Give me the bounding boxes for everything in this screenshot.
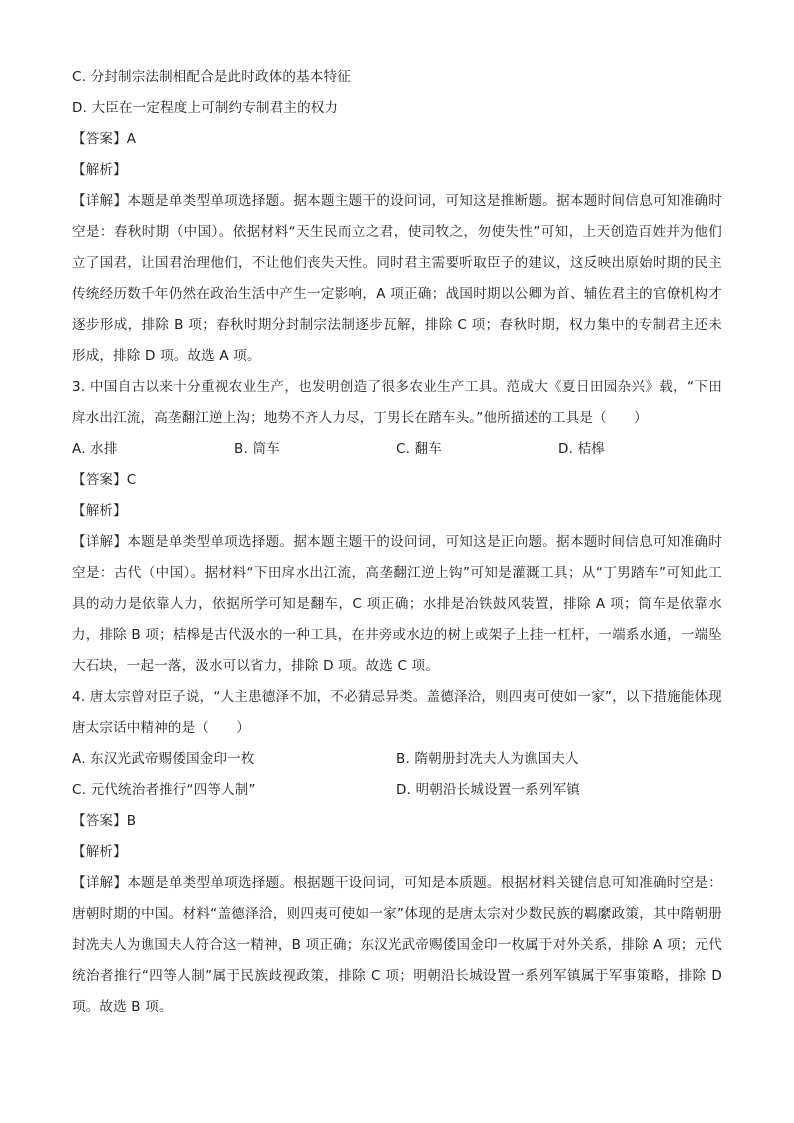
q3-option-a: A. 水排: [72, 441, 118, 457]
q4-options-row-1: [72, 744, 722, 775]
q3-option-b: B. 筒车: [234, 441, 280, 457]
q4-option-c: C. 元代统治者推行“四等人制”: [72, 782, 256, 798]
q3-detail: 【详解】本题是单类型单项选择题。据本题主题干的设问词，可知这是正向题。据本题时间信息可知准确时空是：古代（中国）。据材料“下田戽水出江流，高垄翻江逆上钩”可知是灌溉工具；从“丁男踏车”可知此工具的动力是依靠人力，依据所学可知是翻车，C 项正确；水排是冶铁鼓风装置，排除 A 项；筒车是依靠水力，排除 B 项；桔槔是古代汲水的一种工具，在井旁或水边的树上或架子上挂一杠杆，一端系水通，一端坠大石块，一起一落，汲水可以省力，排除 D 项。故选 C 项。: [72, 534, 722, 674]
q4-answer: 【答案】B: [72, 813, 137, 829]
q2-answer: 【答案】A: [72, 131, 137, 147]
q4-stem: 4. 唐太宗曾对臣子说，“人主患德泽不加，不必猜忌异类。盖德泽洽，则四夷可使如一家”，以下措施能体现唐太宗话中精神的是（ ）: [72, 689, 722, 736]
option-d-prev-question: D. 大臣在一定程度上可制约专制君主的权力: [72, 100, 339, 116]
option-c-prev-question: C. 分封制宗法制相配合是此时政体的基本特征: [72, 69, 351, 85]
q4-detail: 【详解】本题是单类型单项选择题。根据题干设问词，可知是本质题。根据材料关键信息可知准确时空是：唐朝时期的中国。材料“盖德泽洽，则四夷可使如一家”体现的是唐太宗对少数民族的羁縻政策，其中隋朝册封冼夫人为谯国夫人符合这一精神，B 项正确；东汉光武帝赐倭国金印一枚属于对外关系，排除 A 项；元代统治者推行“四等人制”属于民族歧视政策，排除 C 项；明朝沿长城设置一系列军镇属于军事策略，排除 D 项。故选 B 项。: [72, 875, 722, 1015]
q3-option-d: D. 桔槔: [558, 441, 605, 457]
q4-option-b: B. 隋朝册封冼夫人为谯国夫人: [396, 751, 579, 767]
q3-answer: 【答案】C: [72, 472, 137, 488]
q3-stem: 3. 中国自古以来十分重视农业生产，也发明创造了很多农业生产工具。范成大《夏日田园杂兴》载，“下田戽水出江流，高垄翻江逆上沟；地势不齐人力尽，丁男长在踏车头。”他所描述的工具是（ ）: [72, 379, 722, 426]
q2-detail: 【详解】本题是单类型单项选择题。据本题主题干的设问词，可知这是推断题。据本题时间信息可知准确时空是：春秋时期（中国）。依据材料“天生民而立之君，使司牧之，勿使失性”可知，上天创造百姓并为他们立了国君，让国君治理他们，不让他们丧失天性。同时君主需要听取臣子的建议，这反映出原始时期的民主传统经历数千年仍然在政治生活中产生一定影响，A 项正确；战国时期以公卿为首、辅佐君主的官僚机构才逐步形成，排除 B 项；春秋时期分封制宗法制逐步瓦解，排除 C 项；春秋时期，权力集中的专制君主还未形成，排除 D 项。故选 A 项。: [72, 193, 722, 364]
q2-analysis-heading: 【解析】: [72, 162, 127, 178]
q4-option-d: D. 明朝沿长城设置一系列军镇: [396, 782, 580, 798]
document-page: [72, 62, 722, 1023]
q3-analysis-heading: 【解析】: [72, 503, 127, 519]
q3-option-c: C. 翻车: [396, 441, 443, 457]
q4-analysis-heading: 【解析】: [72, 844, 127, 860]
q4-options-row-2: [72, 775, 722, 806]
q3-options: [72, 434, 722, 465]
q4-option-a: A. 东汉光武帝赐倭国金印一枚: [72, 751, 255, 767]
